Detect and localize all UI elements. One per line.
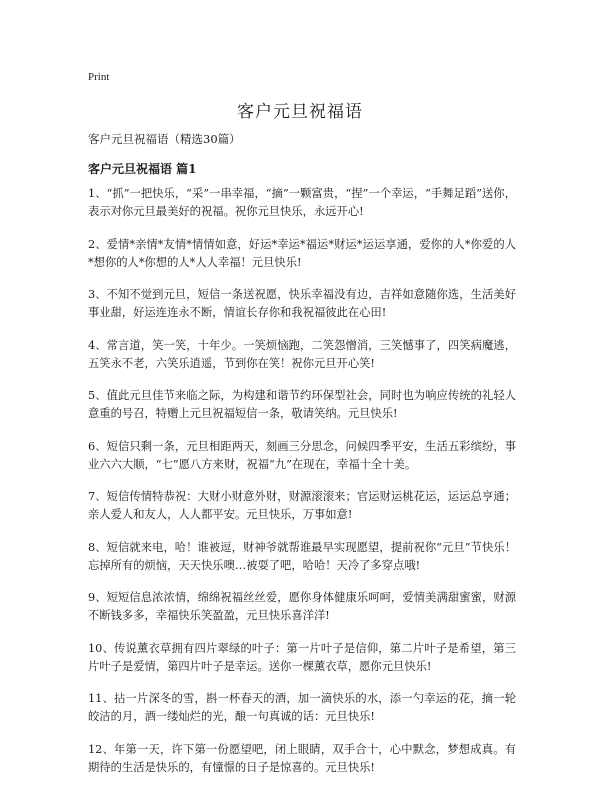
paragraph: 10、传说薰衣草拥有四片翠绿的叶子：第一片叶子是信仰，第二片叶子是希望，第三片叶子是爱情，第四片叶子是幸运。送你一棵薰衣草，愿你元旦快乐! — [88, 641, 516, 673]
paragraph: 11、拈一片深冬的雪，斟一杯春天的酒，加一滴快乐的水，添一勺幸运的花，摘一轮皎洁的月，酒一缕灿烂的光，酿一句真诚的话：元旦快乐! — [88, 692, 516, 723]
page-title: 客户元旦祝福语 — [237, 102, 363, 122]
paragraph: 5、值此元旦佳节来临之际，为构建和谐节约环保型社会，同时也为响应传统的礼轻人意重的号召，特赠上元旦祝福短信一条，敬请笑纳。元旦快乐! — [88, 389, 516, 420]
paragraph: 7、短信传情特恭祝：大财小财意外财，财源滚滚来；官运财运桃花运，运运总亨通；亲人爱人和友人，人人都平安。元旦快乐，万事如意! — [88, 490, 516, 521]
print-link[interactable]: Print — [88, 71, 110, 83]
paragraph: 2、爱情*亲情*友情*情情如意，好运*幸运*福运*财运*运运享通，爱你的人*你爱的人*想你的人*你想的人*人人幸福！元旦快乐! — [88, 237, 516, 269]
paragraph: 8、短信就来电，哈！谁被逗，财神爷就帮谁最早实现愿望，提前祝你“元旦”节快乐！忘掉所有的烦恼，天天快乐噢…被耍了吧，哈哈！天冷了多穿点哦! — [88, 540, 516, 572]
paragraph: 6、短信只剩一条，元旦相距两天，刻画三分思念，问候四季平安，生活五彩缤纷，事业六六大顺，“七”愿八方来财，祝福“九”在现在，幸福十全十美。 — [88, 439, 516, 471]
paragraph: 9、短短信息浓浓情，绵绵祝福丝丝爱，愿你身体健康乐呵呵，爱情美满甜蜜蜜，财源不断钱多多，幸福快乐笑盈盈，元旦快乐喜洋洋! — [88, 591, 516, 622]
paragraph: 4、常言道，笑一笑，十年少。一笑烦恼跑，二笑怨憎消，三笑憾事了，四笑病魔逃，五笑永不老，六笑乐逍遥，节到你在笑！祝你元旦开心笑! — [88, 338, 516, 370]
section-heading: 客户元旦祝福语 篇1 — [88, 162, 197, 176]
paragraph: 12、年第一天，许下第一份愿望吧，闭上眼睛，双手合十，心中默念，梦想成真。有期待的生活是快乐的，有憧憬的日子是惊喜的。元旦快乐! — [88, 742, 516, 774]
paragraph: 1、“抓”一把快乐，“采”一串幸福，“摘”一颗富贵，“捏”一个幸运，“手舞足蹈”送你，表示对你元旦最美好的祝福。祝你元旦快乐，永远开心! — [88, 187, 516, 218]
document-subtitle: 客户元旦祝福语（精选30篇） — [88, 132, 241, 146]
paragraph: 3、不知不觉到元旦，短信一条送祝愿，快乐幸福没有边，吉祥如意随你选，生活美好事业甜，好运连连永不断，情谊长存你和我祝福彼此在心田! — [88, 288, 516, 319]
body-text — [88, 185, 516, 791]
